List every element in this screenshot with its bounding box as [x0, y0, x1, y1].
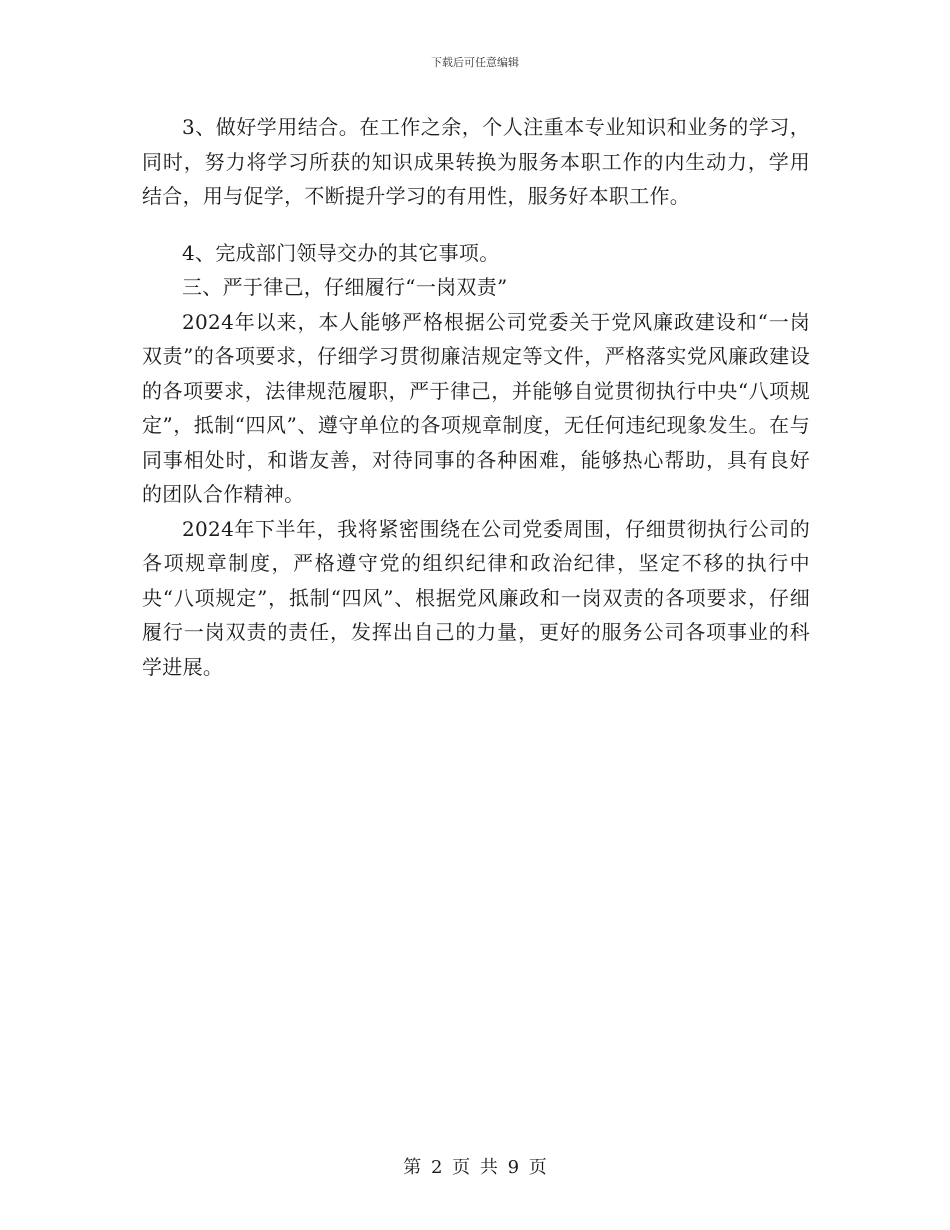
paragraph-second-half-2024: 2024年下半年，我将紧密围绕在公司党委周围，仔细贯彻执行公司的各项规章制度，严格遵守党的组织纪律和政治纪律，坚定不移的执行中央“八项规定”，抵制“四风”、根据党风廉政和一岗双责的各项要求，仔细履行一岗双责的责任，发挥出自己的力量，更好的服务公司各项事业的科学进展。: [142, 516, 810, 679]
paragraph-study-application: 3、做好学用结合。在工作之余，个人注重本专业知识和业务的学习，同时，努力将学习所获的知识成果转换为服务本职工作的内生动力，学用结合，用与促学，不断提升学习的有用性，服务好本职工作。: [142, 115, 810, 208]
paragraph-since-2024: 2024年以来，本人能够严格根据公司党委关于党风廉政建设和“一岗双责”的各项要求，仔细学习贯彻廉洁规定等文件，严格落实党风廉政建设的各项要求，法律规范履职，严于律己，并能够自觉贯彻执行中央“八项规定”，抵制“四风”、遵守单位的各项规章制度，无任何违纪现象发生。在与同事相处时，和谐友善，对待同事的各种困难，能够热心帮助，具有良好的团队合作精神。: [142, 309, 810, 506]
section-heading-discipline: 三、严于律己，仔细履行“一岗双责”: [182, 275, 508, 299]
paragraph-other-tasks: 4、完成部门领导交办的其它事项。: [182, 240, 500, 265]
document-body: [142, 110, 810, 684]
page-header-note: 下载后可任意编辑: [431, 56, 519, 69]
page-number: 第 2 页 共 9 页: [403, 1157, 547, 1178]
